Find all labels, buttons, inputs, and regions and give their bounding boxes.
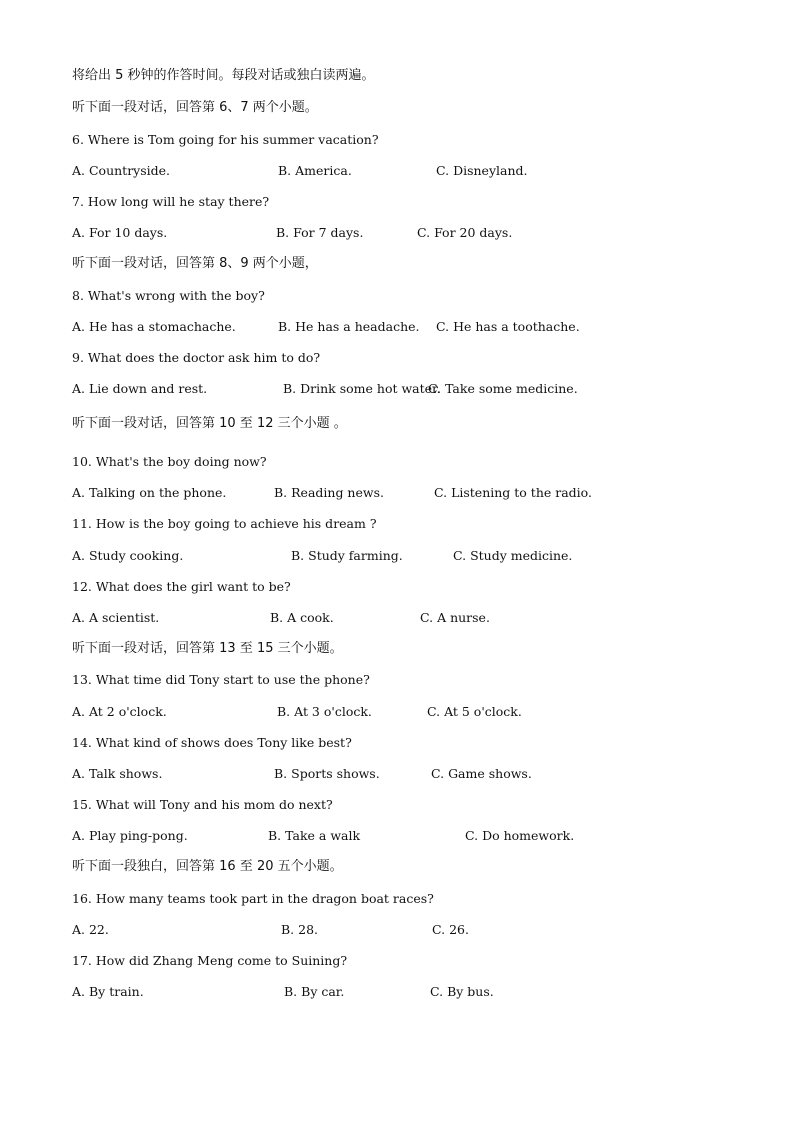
q12-option-a: A. A scientist. [72, 610, 160, 625]
q16-option-c: C. 26. [432, 922, 469, 937]
section-heading: 听下面一段对话，回答第 6、7 两个小题。 [72, 100, 318, 115]
q13-option-a: A. At 2 o'clock. [72, 704, 167, 719]
q17-option-c: C. By bus. [430, 984, 494, 999]
question-13: 13. What time did Tony start to use the phone? [72, 672, 370, 687]
question-9: 9. What does the doctor ask him to do? [72, 350, 321, 365]
q17-option-b: B. By car. [284, 984, 345, 999]
q15-option-a: A. Play ping-pong. [72, 828, 188, 843]
section-heading: 听下面一段独白，回答第 16 至 20 五个小题。 [72, 859, 343, 874]
q9-option-c: C. Take some medicine. [428, 381, 578, 396]
q15-option-b: B. Take a walk [268, 828, 361, 843]
q15-option-c: C. Do homework. [465, 828, 575, 843]
question-12: 12. What does the girl want to be? [72, 579, 291, 594]
question-10: 10. What's the boy doing now? [72, 454, 267, 469]
question-8: 8. What's wrong with the boy? [72, 288, 265, 303]
instruction-text: 将给出 5 秒钟的作答时间。每段对话或独白读两遍。 [72, 68, 375, 83]
q12-option-b: B. A cook. [270, 610, 334, 625]
q7-option-a: A. For 10 days. [72, 225, 168, 240]
q14-option-a: A. Talk shows. [72, 766, 163, 781]
q6-option-c: C. Disneyland. [436, 163, 528, 178]
q14-option-b: B. Sports shows. [274, 766, 380, 781]
q11-option-c: C. Study medicine. [453, 548, 573, 563]
q8-option-a: A. He has a stomachache. [72, 319, 236, 334]
question-17: 17. How did Zhang Meng come to Suining? [72, 953, 348, 968]
q10-option-c: C. Listening to the radio. [434, 485, 592, 500]
q9-option-b: B. Drink some hot water. [283, 381, 441, 396]
q7-option-b: B. For 7 days. [276, 225, 364, 240]
question-16: 16. How many teams took part in the dragon boat races? [72, 891, 434, 906]
q6-option-b: B. America. [278, 163, 352, 178]
question-7: 7. How long will he stay there? [72, 194, 270, 209]
q8-option-b: B. He has a headache. [278, 319, 420, 334]
q13-option-b: B. At 3 o'clock. [277, 704, 372, 719]
question-14: 14. What kind of shows does Tony like best? [72, 735, 352, 750]
q6-option-a: A. Countryside. [72, 163, 171, 178]
q16-option-a: A. 22. [72, 922, 109, 937]
section-heading: 听下面一段对话，回答第 8、9 两个小题， [72, 256, 318, 271]
q11-option-a: A. Study cooking. [72, 548, 184, 563]
q8-option-c: C. He has a toothache. [436, 319, 580, 334]
question-15: 15. What will Tony and his mom do next? [72, 797, 333, 812]
q10-option-b: B. Reading news. [274, 485, 384, 500]
q9-option-a: A. Lie down and rest. [72, 381, 208, 396]
q11-option-b: B. Study farming. [291, 548, 403, 563]
q7-option-c: C. For 20 days. [417, 225, 513, 240]
q16-option-b: B. 28. [281, 922, 319, 937]
section-heading: 听下面一段对话，回答第 13 至 15 三个小题。 [72, 641, 343, 656]
question-11: 11. How is the boy going to achieve his dream ? [72, 516, 377, 531]
q17-option-a: A. By train. [72, 984, 144, 999]
q10-option-a: A. Talking on the phone. [72, 485, 227, 500]
q12-option-c: C. A nurse. [420, 610, 490, 625]
q13-option-c: C. At 5 o'clock. [427, 704, 522, 719]
question-6: 6. Where is Tom going for his summer vacation? [72, 132, 379, 147]
section-heading: 听下面一段对话，回答第 10 至 12 三个小题 。 [72, 416, 347, 431]
q14-option-c: C. Game shows. [431, 766, 532, 781]
